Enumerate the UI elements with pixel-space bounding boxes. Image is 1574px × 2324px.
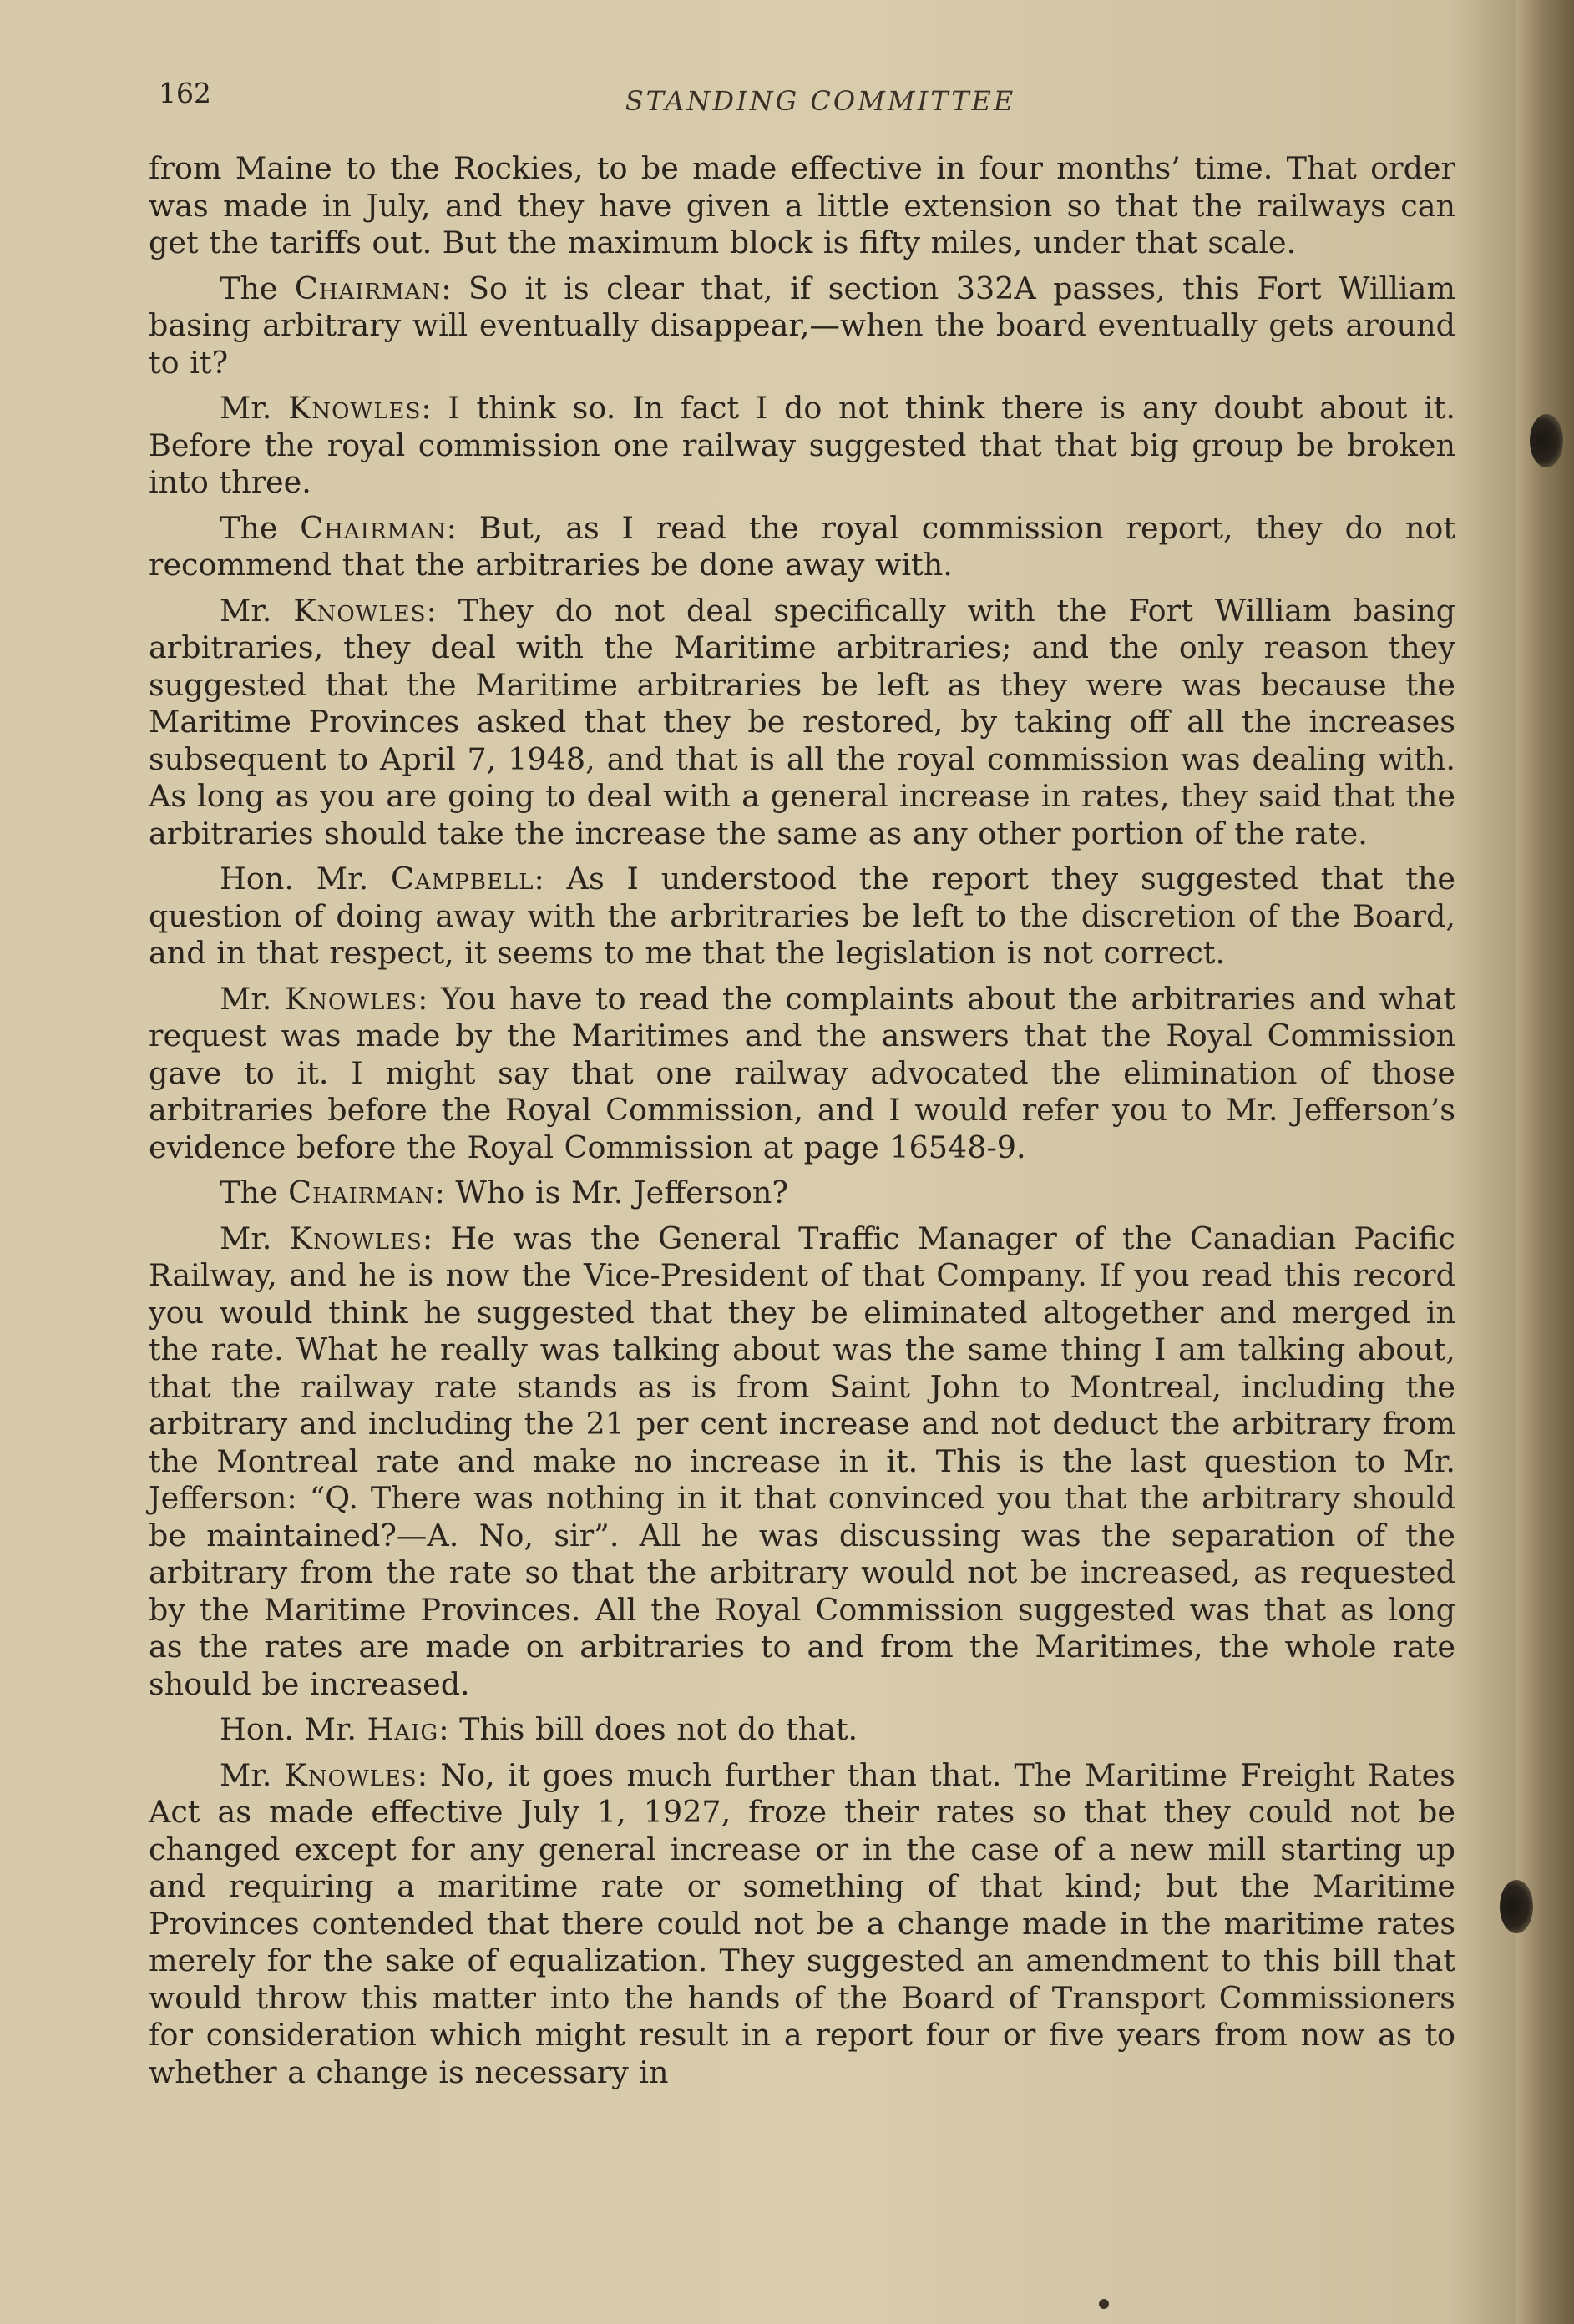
paragraph-knowles [149,981,1455,1167]
paragraph-text: : They do not deal specifically with the Fort William basing arbitraries, they deal with the Maritime arbitraries; and the only reason they suggested that the Maritime arbitraries be left as they were was because the Maritime Provinces asked that they be restored, by taking off all the increases subsequent to April 7, 1948, and that is all the royal commission was dealing with. As long as you are going to deal with a general increase in rates, they said that the arbitraries should take the increase the same as any other portion of the rate. [149,592,1455,851]
transcript-body [149,150,1455,2099]
speaker-prefix: The [220,509,301,546]
speaker-prefix: Mr. [220,390,289,426]
speaker-prefix: Mr. [220,1756,285,1793]
book-spine-edge [1516,0,1574,2324]
paragraph-text: : No, it goes much further than that. The Maritime Freight Rates Act as made effective July 1, 1927, froze their rates so that they could not be changed except for any general increase or in the case of a new mill starting up and requiring a maritime rate or something of that kind; but the Maritime Provinces contended that there could not be a change made in the maritime rates merely for the sake of equalization. They suggested an amendment to this bill that would throw this matter into the hands of the Board of Transport Commissioners for consideration which might result in a report four or five years from now as to whether a change is necessary in [149,1756,1455,2090]
paragraph-text: : This bill does not do that. [438,1711,858,1747]
running-head: STANDING COMMITTEE [625,85,1016,117]
paragraph-text: : But, as I read the royal commission report, they do not recommend that the arbitraries be done away with. [149,509,1455,583]
speaker-prefix: The [220,270,295,306]
speaker-prefix: Mr. [220,592,294,629]
paragraph-text: : As I understood the report they suggested that the question of doing away with the arbritraries be left to the discretion of the Board, and in that respect, it seems to me that the legislation is not correct. [149,861,1456,971]
binding-hole-icon [1530,414,1563,467]
speaker-name: Knowles [293,592,427,629]
speaker-name: Knowles [284,1756,418,1793]
paragraph-text: : I think so. In fact I do not think there is any doubt about it. Before the royal commission one railway suggested that that big group be broken into three. [149,390,1455,500]
paragraph-knowles [149,390,1455,502]
speaker-name: Chairman [300,509,447,546]
binding-hole-icon [1500,1880,1533,1933]
page-number: 162 [159,77,211,109]
speaker-name: Chairman [294,270,442,306]
paragraph-haig [149,1711,1455,1749]
speaker-name: Knowles [288,390,422,426]
speaker-name: Knowles [289,1220,423,1256]
paragraph-chairman [149,510,1455,584]
paragraph-knowles [149,1220,1455,1704]
speaker-name: Chairman [288,1175,435,1210]
paragraph-chairman [149,1175,1455,1212]
paragraph-text: : Who is Mr. Jefferson? [434,1175,788,1210]
ink-speck [1099,2299,1109,2309]
page-header [159,77,1482,127]
paragraph-text: : He was the General Traffic Manager of the Canadian Pacific Railway, and he is now the Vice-President of that Company. If you read this record you would think he suggested that they be eliminated altogether and merged in the rate. What he really was talking about was the same thing I am talking about, that the railway rate stands as is from Saint John to Montreal, including the arbitrary and including the 21 per cent increase and not deduct the arbitrary from the Montreal rate and make no increase in it. This is the last question to Mr. Jefferson: “Q. There was nothing in it that convinced you that the arbitrary should be maintained?—A. No, sir”. All he was discussing was the separation of the arbitrary from the rate so that the arbitrary would not be increased, as requested by the Maritime Provinces. All the Royal Commission suggested was that as long as the rates are made on arbitraries to and from the Maritimes, the whole rate should be increased. [149,1220,1455,1702]
paragraph-knowles [149,1757,1455,2092]
paragraph-chairman [149,270,1455,382]
speaker-prefix: Hon. Mr. [220,861,392,897]
speaker-prefix: Mr. [220,980,285,1017]
speaker-name: Knowles [284,980,418,1017]
speaker-prefix: Hon. Mr. [220,1711,367,1747]
paragraph-campbell [149,861,1455,973]
paragraph-knowles [149,593,1455,853]
paragraph-text: : You have to read the complaints about the arbitraries and what request was made by the Maritimes and the answers that the Royal Commission gave to it. I might say that one railway advocated the elimination of those arbitraries before the Royal Commission, and I would refer you to Mr. Jefferson’s evidence before the Royal Commission at page 16548-9. [149,980,1455,1165]
paragraph-text: from Maine to the Rockies, to be made effective in four months’ time. That order was made in July, and they have given a little extension so that the railways can get the tariffs out. But the maximum block is fifty miles, under that scale. [149,150,1455,260]
paragraph-continuation [149,150,1455,262]
speaker-prefix: The [220,1175,289,1210]
speaker-prefix: Mr. [220,1220,290,1256]
speaker-name: Haig [367,1711,439,1747]
paragraph-text: : So it is clear that, if section 332A passes, this Fort William basing arbitrary will eventually disappear,—when the board eventually gets around to it? [149,270,1456,381]
speaker-name: Campbell [391,861,534,897]
